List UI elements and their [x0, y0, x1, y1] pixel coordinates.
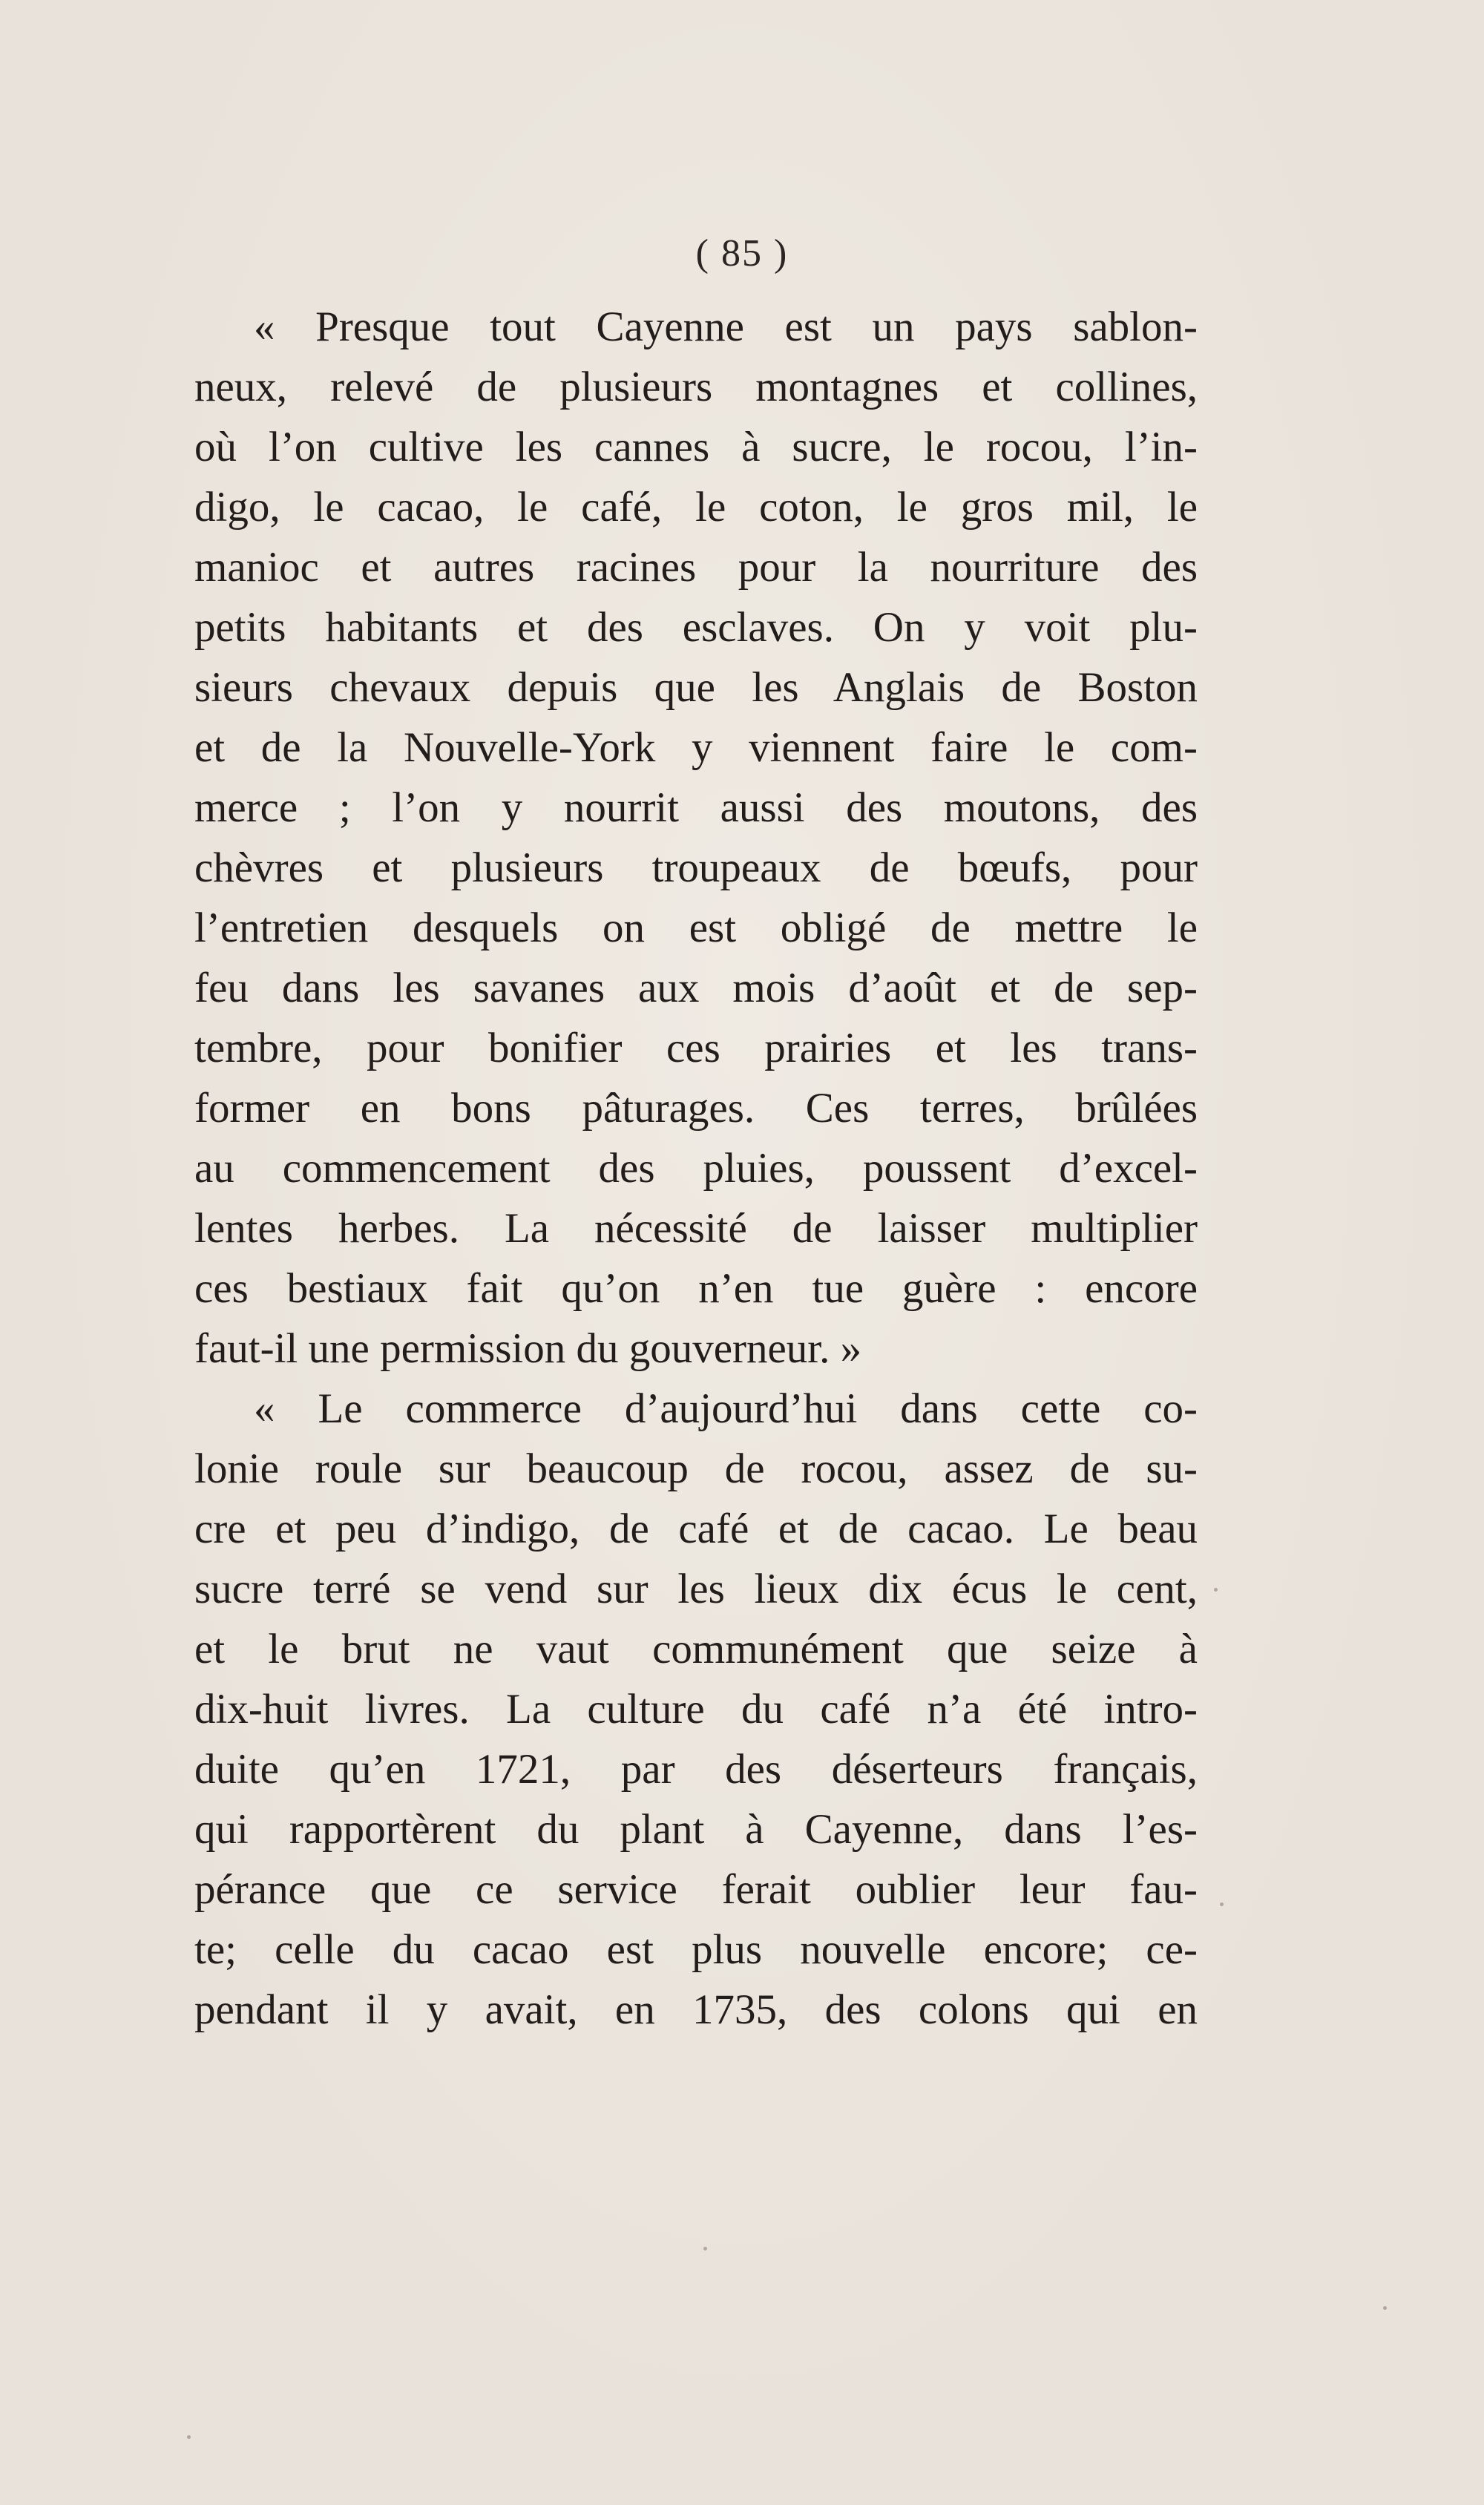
text-line: petits habitants et des esclaves. On y voit plu-	[194, 604, 1198, 651]
text-line: former en bons pâturages. Ces terres, brûlées	[194, 1085, 1198, 1132]
text-line: et de la Nouvelle-York y viennent faire le com-	[194, 724, 1198, 771]
text-line: pérance que ce service ferait oublier leur fau-	[194, 1866, 1198, 1913]
text-line: lentes herbes. La nécessité de laisser multiplier	[194, 1205, 1198, 1252]
text-line: au commencement des pluies, poussent d’excel-	[194, 1145, 1198, 1192]
text-line: lonie roule sur beaucoup de rocou, assez de su-	[194, 1445, 1198, 1492]
body-text	[194, 297, 1198, 2040]
paper-speck	[1214, 1588, 1218, 1592]
text-line: merce ; l’on y nourrit aussi des moutons, des	[194, 784, 1198, 831]
text-line: feu dans les savanes aux mois d’août et de sep-	[194, 965, 1198, 1011]
page-number: ( 85 )	[695, 232, 789, 275]
text-line: digo, le cacao, le café, le coton, le gros mil, le	[194, 484, 1198, 531]
text-line: où l’on cultive les cannes à sucre, le rocou, l’in-	[194, 424, 1198, 470]
text-line: « Le commerce d’aujourd’hui dans cette co-	[254, 1385, 1198, 1432]
paper-speck	[187, 2435, 191, 2439]
text-line: pendant il y avait, en 1735, des colons qui en	[194, 1986, 1198, 2033]
text-line: manioc et autres racines pour la nourriture des	[194, 544, 1198, 591]
paper-speck	[1220, 1902, 1224, 1906]
text-line: ces bestiaux fait qu’on n’en tue guère : encore	[194, 1265, 1198, 1312]
text-line: faut-il une permission du gouverneur. »	[194, 1325, 862, 1372]
paper-speck	[1383, 2306, 1387, 2310]
text-line: cre et peu d’indigo, de café et de cacao. Le beau	[194, 1506, 1198, 1552]
text-line: sucre terré se vend sur les lieux dix écus le cent,	[194, 1566, 1198, 1612]
text-line: chèvres et plusieurs troupeaux de bœufs, pour	[194, 844, 1198, 891]
text-line: neux, relevé de plusieurs montagnes et collines,	[194, 364, 1198, 410]
text-line: l’entretien desquels on est obligé de mettre le	[194, 905, 1198, 951]
text-line: « Presque tout Cayenne est un pays sablon-	[254, 303, 1198, 350]
text-line: qui rapportèrent du plant à Cayenne, dans l’es-	[194, 1806, 1198, 1853]
text-line: duite qu’en 1721, par des déserteurs français,	[194, 1746, 1198, 1793]
text-line: te; celle du cacao est plus nouvelle encore; ce-	[194, 1926, 1198, 1973]
text-line: dix-huit livres. La culture du café n’a été intro-	[194, 1686, 1198, 1733]
text-line: sieurs chevaux depuis que les Anglais de Boston	[194, 664, 1198, 711]
paper-speck	[703, 2247, 707, 2250]
text-line: et le brut ne vaut communément que seize à	[194, 1626, 1198, 1672]
text-line: tembre, pour bonifier ces prairies et les trans-	[194, 1025, 1198, 1071]
